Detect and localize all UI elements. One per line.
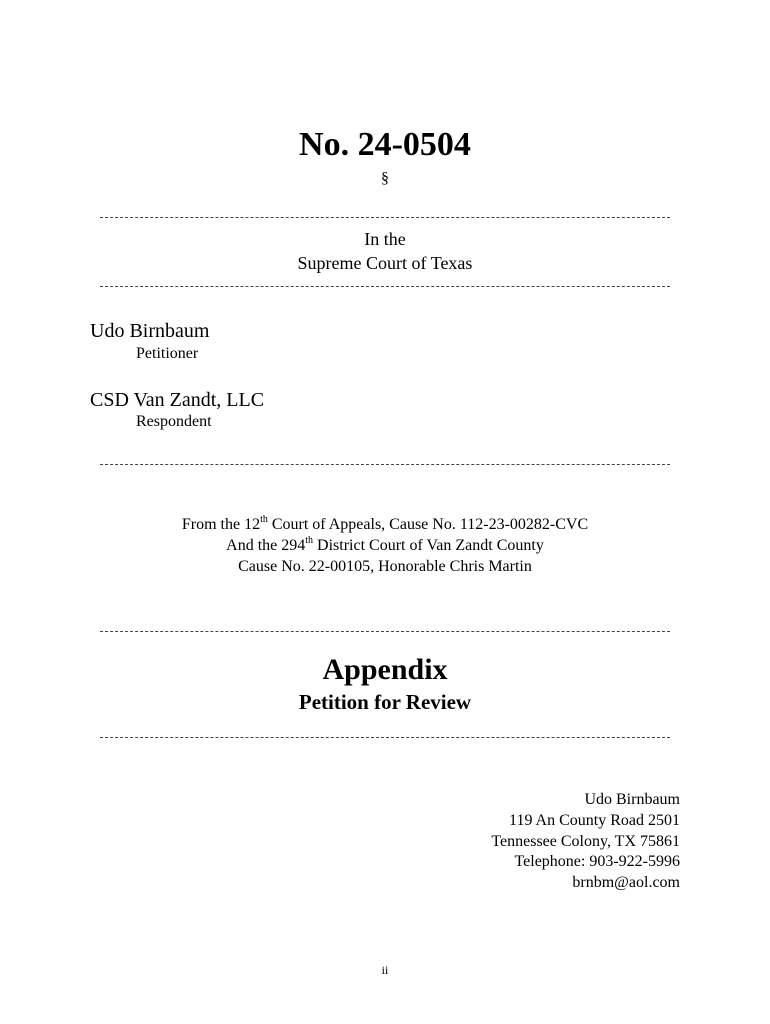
contact-telephone: Telephone: 903-922-5996 <box>514 853 680 871</box>
contact-name: Udo Birnbaum <box>584 791 680 808</box>
divider <box>100 737 670 738</box>
court-name: Supreme Court of Texas <box>297 253 473 273</box>
court-line-1: In the <box>364 229 406 249</box>
origin-line-1-sup: th <box>260 513 268 525</box>
origin-line-2-suffix: District Court of Van Zandt County <box>313 537 544 554</box>
respondent-role: Respondent <box>136 413 212 430</box>
divider <box>100 631 670 632</box>
divider <box>100 464 670 465</box>
section-symbol: § <box>381 170 389 187</box>
origin-line-1 <box>0 514 770 535</box>
document-subtitle: Petition for Review <box>298 690 472 714</box>
origin-line-1-suffix: Court of Appeals, Cause No. 112-23-00282-CVC <box>267 516 589 533</box>
origin-line-2-prefix: And the 294 <box>226 537 306 554</box>
origin-line-2-sup: th <box>305 534 314 546</box>
document-title: Appendix <box>322 653 448 686</box>
origin-block <box>0 514 770 577</box>
page-number: ii <box>381 963 389 977</box>
divider <box>100 286 670 287</box>
origin-line-1-prefix: From the 12 <box>181 516 261 533</box>
origin-line-3: Cause No. 22-00105, Honorable Chris Martin <box>238 558 532 575</box>
case-number: No. 24-0504 <box>299 126 471 163</box>
contact-address-1: 119 An County Road 2501 <box>509 811 680 829</box>
contact-email: brnbm@aol.com <box>572 874 680 892</box>
petitioner-role: Petitioner <box>136 345 199 362</box>
origin-line-2 <box>0 535 770 556</box>
divider <box>100 217 670 218</box>
contact-block <box>491 790 680 894</box>
respondent-name: CSD Van Zandt, LLC <box>90 389 265 411</box>
contact-address-2: Tennessee Colony, TX 75861 <box>491 832 680 850</box>
petitioner-name: Udo Birnbaum <box>90 320 210 342</box>
